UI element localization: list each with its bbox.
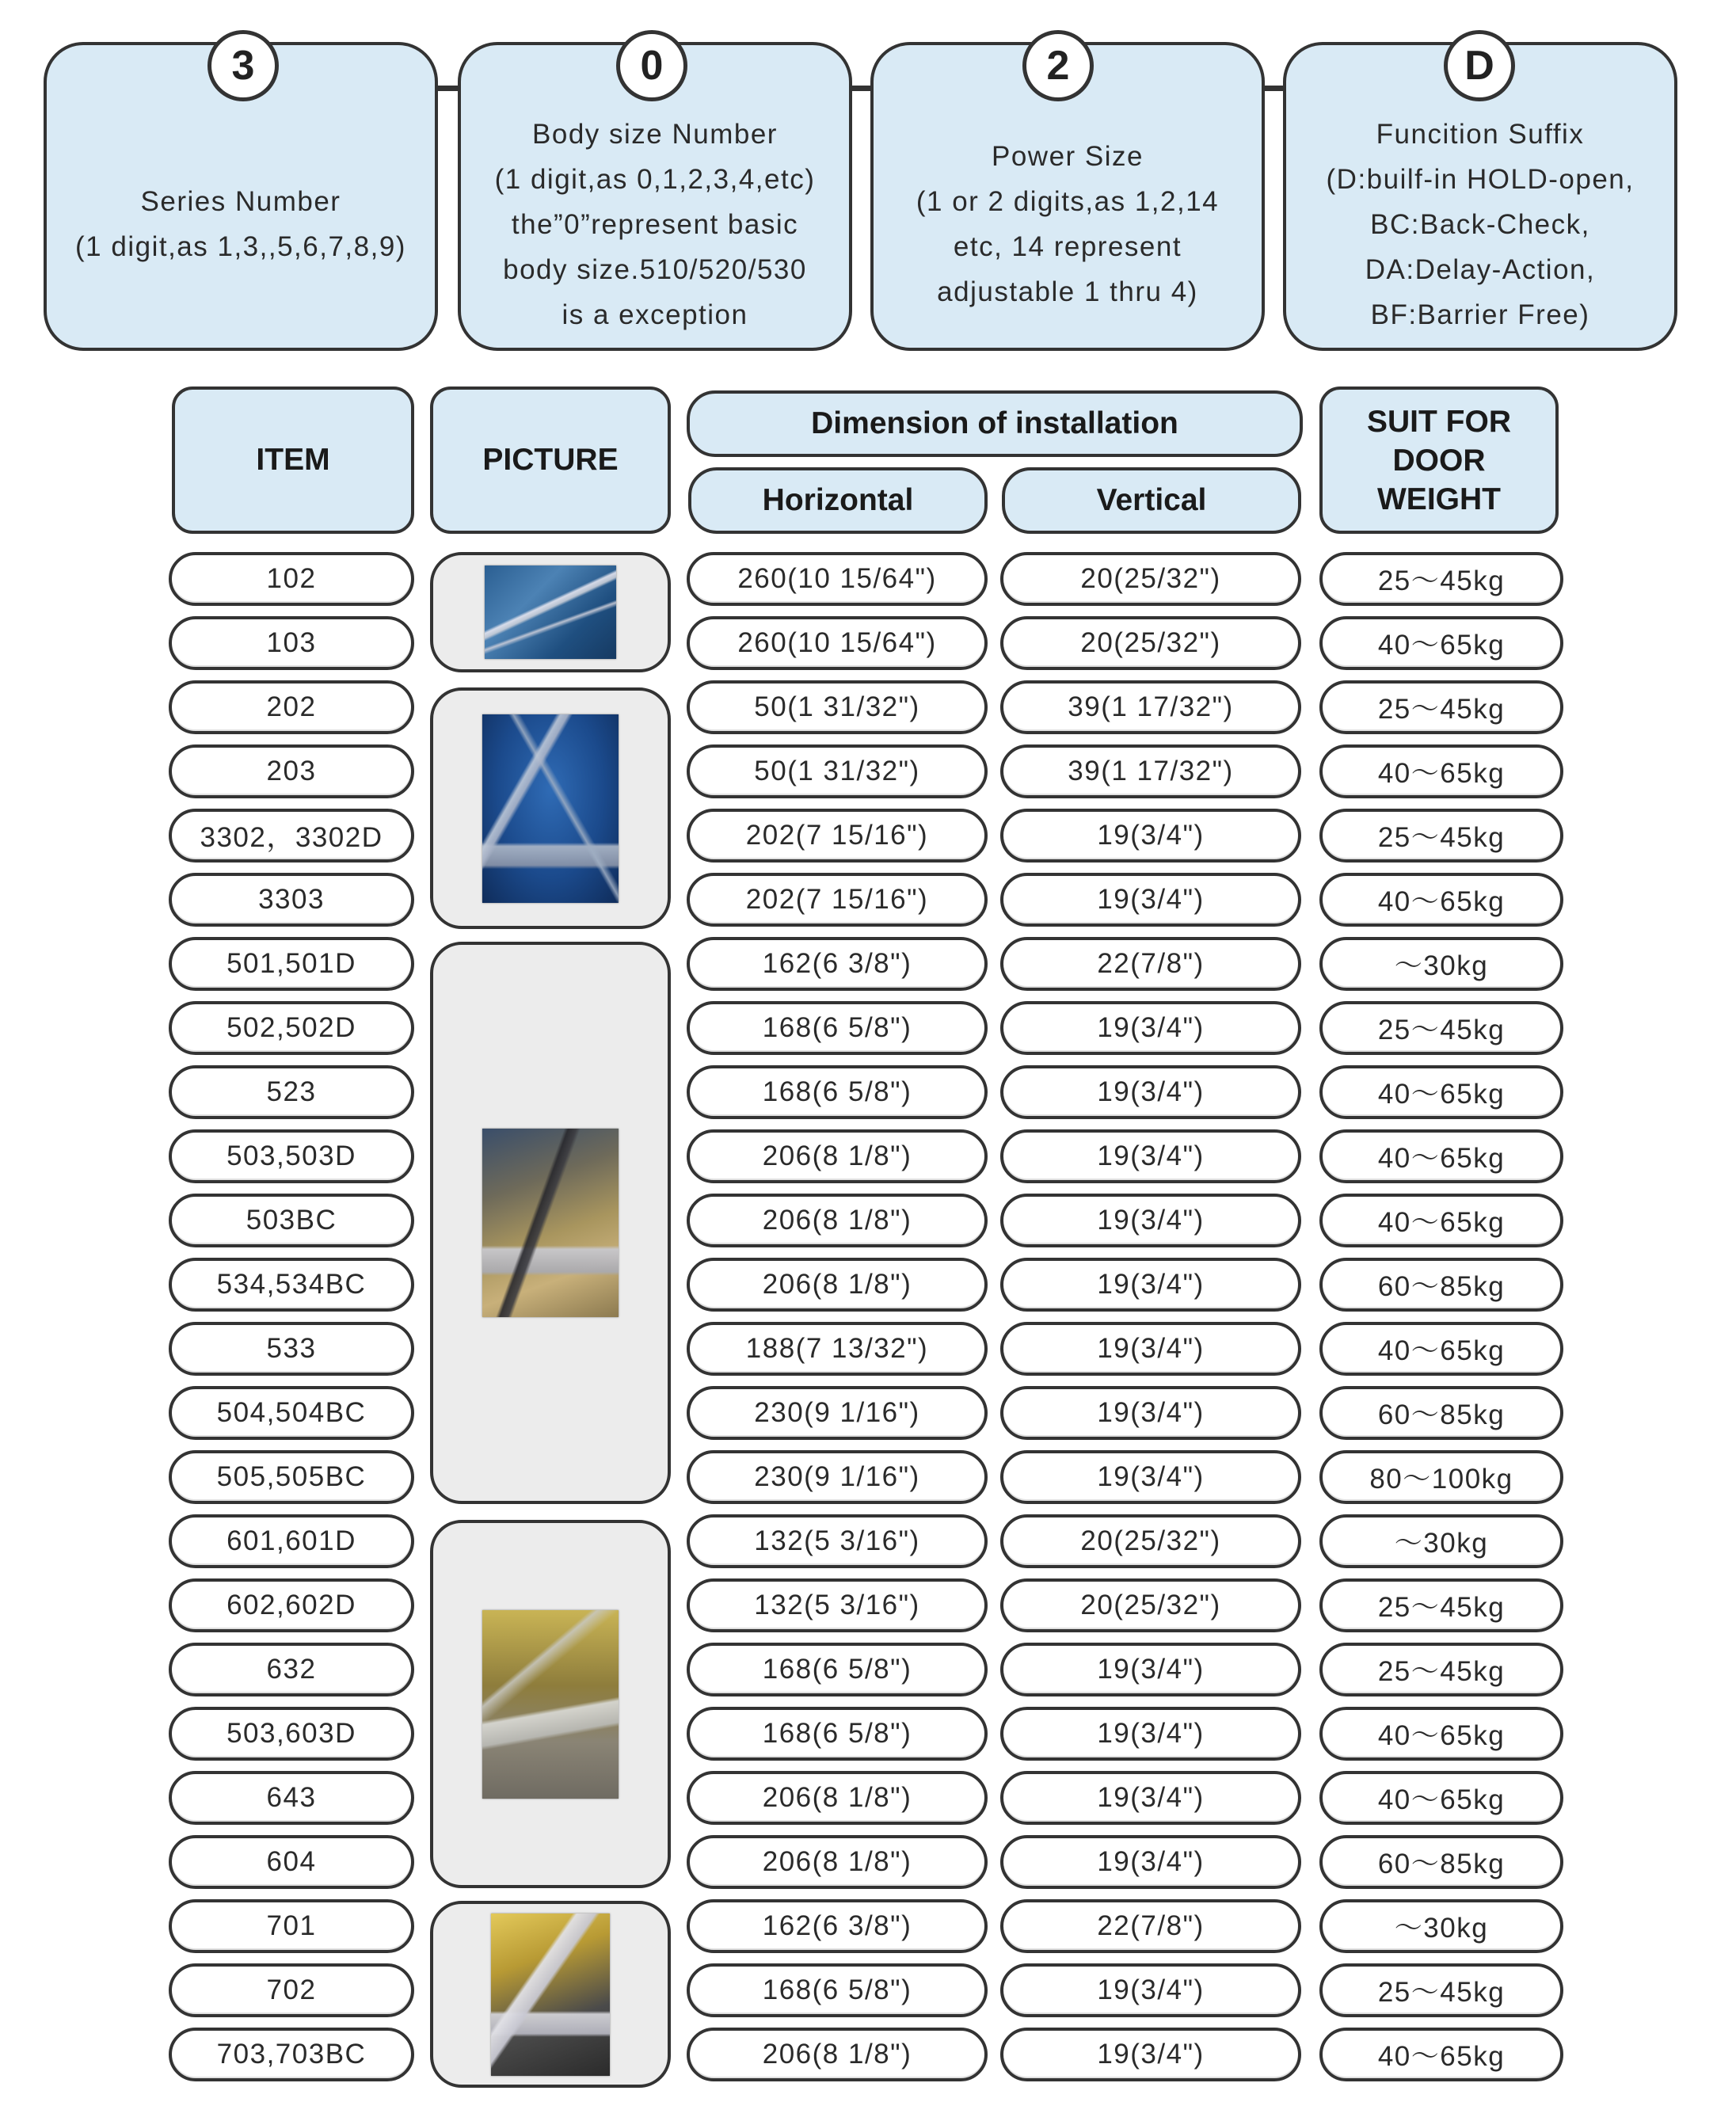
vertical-cell: 19(3/4")	[1000, 1771, 1301, 1825]
item-cell: 503BC	[169, 1194, 414, 1247]
item-cell: 601,601D	[169, 1514, 414, 1568]
item-cell: 504,504BC	[169, 1386, 414, 1440]
weight-cell: 40～65kg	[1319, 873, 1563, 927]
item-cell: 643	[169, 1771, 414, 1825]
table-row	[0, 873, 1736, 927]
item-cell: 632	[169, 1643, 414, 1696]
vertical-cell: 19(3/4")	[1000, 1643, 1301, 1696]
weight-cell: 40～65kg	[1319, 1771, 1563, 1825]
item-cell: 533	[169, 1322, 414, 1376]
table-row	[0, 1194, 1736, 1247]
horizontal-cell: 168(6 5/8")	[687, 1707, 988, 1761]
table-row	[0, 1643, 1736, 1696]
picture-group-600-series	[430, 1520, 671, 1888]
vertical-cell: 19(3/4")	[1000, 873, 1301, 927]
horizontal-cell: 206(8 1/8")	[687, 1258, 988, 1312]
vertical-cell: 20(25/32")	[1000, 616, 1301, 670]
item-cell: 102	[169, 552, 414, 606]
table-row	[0, 1386, 1736, 1440]
table-row	[0, 552, 1736, 606]
header-horizontal: Horizontal	[688, 467, 988, 534]
horizontal-cell: 162(6 3/8")	[687, 1899, 988, 1953]
horizontal-cell: 188(7 13/32")	[687, 1322, 988, 1376]
item-cell: 103	[169, 616, 414, 670]
horizontal-cell: 260(10 15/64")	[687, 616, 988, 670]
vertical-cell: 19(3/4")	[1000, 1258, 1301, 1312]
header-picture: PICTURE	[430, 387, 671, 534]
horizontal-cell: 50(1 31/32")	[687, 680, 988, 734]
table-row	[0, 744, 1736, 798]
table-row	[0, 1129, 1736, 1183]
header-item: ITEM	[172, 387, 414, 534]
horizontal-cell: 206(8 1/8")	[687, 1129, 988, 1183]
horizontal-cell: 206(8 1/8")	[687, 1194, 988, 1247]
item-cell: 3302，3302D	[169, 809, 414, 863]
horizontal-cell: 132(5 3/16")	[687, 1514, 988, 1568]
code-description-body-size: Body size Number (1 digit,as 0,1,2,3,4,etc) the”0”represent basic body size.510/520/530 is a exception	[494, 118, 816, 330]
horizontal-cell: 202(7 15/16")	[687, 873, 988, 927]
weight-cell: 40～65kg	[1319, 2028, 1563, 2081]
code-description-function-suffix: Funcition Suffix (D:builf-in HOLD-open, BC:Back-Check, DA:Delay-Action, BF:Barrier Free)	[1326, 118, 1635, 330]
weight-cell: 40～65kg	[1319, 1707, 1563, 1761]
item-cell: 701	[169, 1899, 414, 1953]
weight-cell: 25～45kg	[1319, 1578, 1563, 1632]
header-suit-label: SUIT FOR DOOR WEIGHT	[1367, 404, 1511, 516]
weight-cell: 25～45kg	[1319, 1643, 1563, 1696]
item-cell: 505,505BC	[169, 1450, 414, 1504]
header-dimension: Dimension of installation	[687, 390, 1303, 457]
code-circle-power-size: 2	[1022, 30, 1094, 101]
item-cell: 3303	[169, 873, 414, 927]
table-row	[0, 1963, 1736, 2017]
item-cell: 702	[169, 1963, 414, 2017]
table-row	[0, 1835, 1736, 1889]
table-row	[0, 1707, 1736, 1761]
vertical-cell: 20(25/32")	[1000, 552, 1301, 606]
header-vertical: Vertical	[1002, 467, 1301, 534]
vertical-cell: 19(3/4")	[1000, 1835, 1301, 1889]
horizontal-cell: 230(9 1/16")	[687, 1450, 988, 1504]
table-row	[0, 809, 1736, 863]
weight-cell: 40～65kg	[1319, 616, 1563, 670]
vertical-cell: 19(3/4")	[1000, 1322, 1301, 1376]
code-description-power-size: Power Size (1 or 2 digits,as 1,2,14 etc, 14 represent adjustable 1 thru 4)	[916, 141, 1220, 307]
product-photo-600-series	[482, 1610, 619, 1799]
table-row	[0, 1322, 1736, 1376]
horizontal-cell: 168(6 5/8")	[687, 1001, 988, 1055]
table-row	[0, 1771, 1736, 1825]
vertical-cell: 22(7/8")	[1000, 1899, 1301, 1953]
table-row	[0, 1065, 1736, 1119]
vertical-cell: 39(1 17/32")	[1000, 680, 1301, 734]
item-cell: 503,603D	[169, 1707, 414, 1761]
weight-cell: 80～100kg	[1319, 1450, 1563, 1504]
horizontal-cell: 206(8 1/8")	[687, 1771, 988, 1825]
item-cell: 502,502D	[169, 1001, 414, 1055]
weight-cell: ～30kg	[1319, 1514, 1563, 1568]
table-row	[0, 2028, 1736, 2081]
vertical-cell: 19(3/4")	[1000, 1194, 1301, 1247]
vertical-cell: 39(1 17/32")	[1000, 744, 1301, 798]
weight-cell: ～30kg	[1319, 937, 1563, 991]
code-circle-function-suffix: D	[1444, 30, 1515, 101]
code-description-series: Series Number (1 digit,as 1,3,,5,6,7,8,9)	[75, 186, 406, 262]
vertical-cell: 19(3/4")	[1000, 1963, 1301, 2017]
weight-cell: 25～45kg	[1319, 1963, 1563, 2017]
item-cell: 523	[169, 1065, 414, 1119]
horizontal-cell: 132(5 3/16")	[687, 1578, 988, 1632]
vertical-cell: 19(3/4")	[1000, 1001, 1301, 1055]
horizontal-cell: 168(6 5/8")	[687, 1065, 988, 1119]
vertical-cell: 19(3/4")	[1000, 1129, 1301, 1183]
weight-cell: 25～45kg	[1319, 680, 1563, 734]
weight-cell: 40～65kg	[1319, 1322, 1563, 1376]
horizontal-cell: 206(8 1/8")	[687, 1835, 988, 1889]
horizontal-cell: 230(9 1/16")	[687, 1386, 988, 1440]
table-row	[0, 680, 1736, 734]
horizontal-cell: 162(6 3/8")	[687, 937, 988, 991]
table-row	[0, 1258, 1736, 1312]
code-circle-body-size: 0	[616, 30, 687, 101]
vertical-cell: 19(3/4")	[1000, 1450, 1301, 1504]
table-row	[0, 1578, 1736, 1632]
weight-cell: 40～65kg	[1319, 744, 1563, 798]
table-row	[0, 1899, 1736, 1953]
weight-cell: ～30kg	[1319, 1899, 1563, 1953]
weight-cell: 25～45kg	[1319, 1001, 1563, 1055]
horizontal-cell: 206(8 1/8")	[687, 2028, 988, 2081]
item-cell: 501,501D	[169, 937, 414, 991]
weight-cell: 40～65kg	[1319, 1065, 1563, 1119]
vertical-cell: 19(3/4")	[1000, 1707, 1301, 1761]
table-row	[0, 1514, 1736, 1568]
vertical-cell: 19(3/4")	[1000, 809, 1301, 863]
table-row	[0, 1450, 1736, 1504]
item-cell: 604	[169, 1835, 414, 1889]
header-suit-for-door-weight	[1319, 387, 1559, 534]
weight-cell: 25～45kg	[1319, 552, 1563, 606]
vertical-cell: 20(25/32")	[1000, 1578, 1301, 1632]
weight-cell: 60～85kg	[1319, 1835, 1563, 1889]
horizontal-cell: 50(1 31/32")	[687, 744, 988, 798]
horizontal-cell: 168(6 5/8")	[687, 1963, 988, 2017]
vertical-cell: 20(25/32")	[1000, 1514, 1301, 1568]
code-circle-series: 3	[207, 30, 279, 101]
horizontal-cell: 168(6 5/8")	[687, 1643, 988, 1696]
horizontal-cell: 260(10 15/64")	[687, 552, 988, 606]
weight-cell: 40～65kg	[1319, 1129, 1563, 1183]
weight-cell: 25～45kg	[1319, 809, 1563, 863]
weight-cell: 40～65kg	[1319, 1194, 1563, 1247]
weight-cell: 60～85kg	[1319, 1258, 1563, 1312]
item-cell: 602,602D	[169, 1578, 414, 1632]
table-row	[0, 937, 1736, 991]
weight-cell: 60～85kg	[1319, 1386, 1563, 1440]
vertical-cell: 19(3/4")	[1000, 1386, 1301, 1440]
horizontal-cell: 202(7 15/16")	[687, 809, 988, 863]
item-cell: 203	[169, 744, 414, 798]
item-cell: 703,703BC	[169, 2028, 414, 2081]
vertical-cell: 19(3/4")	[1000, 1065, 1301, 1119]
table-row	[0, 616, 1736, 670]
item-cell: 202	[169, 680, 414, 734]
vertical-cell: 22(7/8")	[1000, 937, 1301, 991]
item-cell: 503,503D	[169, 1129, 414, 1183]
table-row	[0, 1001, 1736, 1055]
vertical-cell: 19(3/4")	[1000, 2028, 1301, 2081]
item-cell: 534,534BC	[169, 1258, 414, 1312]
